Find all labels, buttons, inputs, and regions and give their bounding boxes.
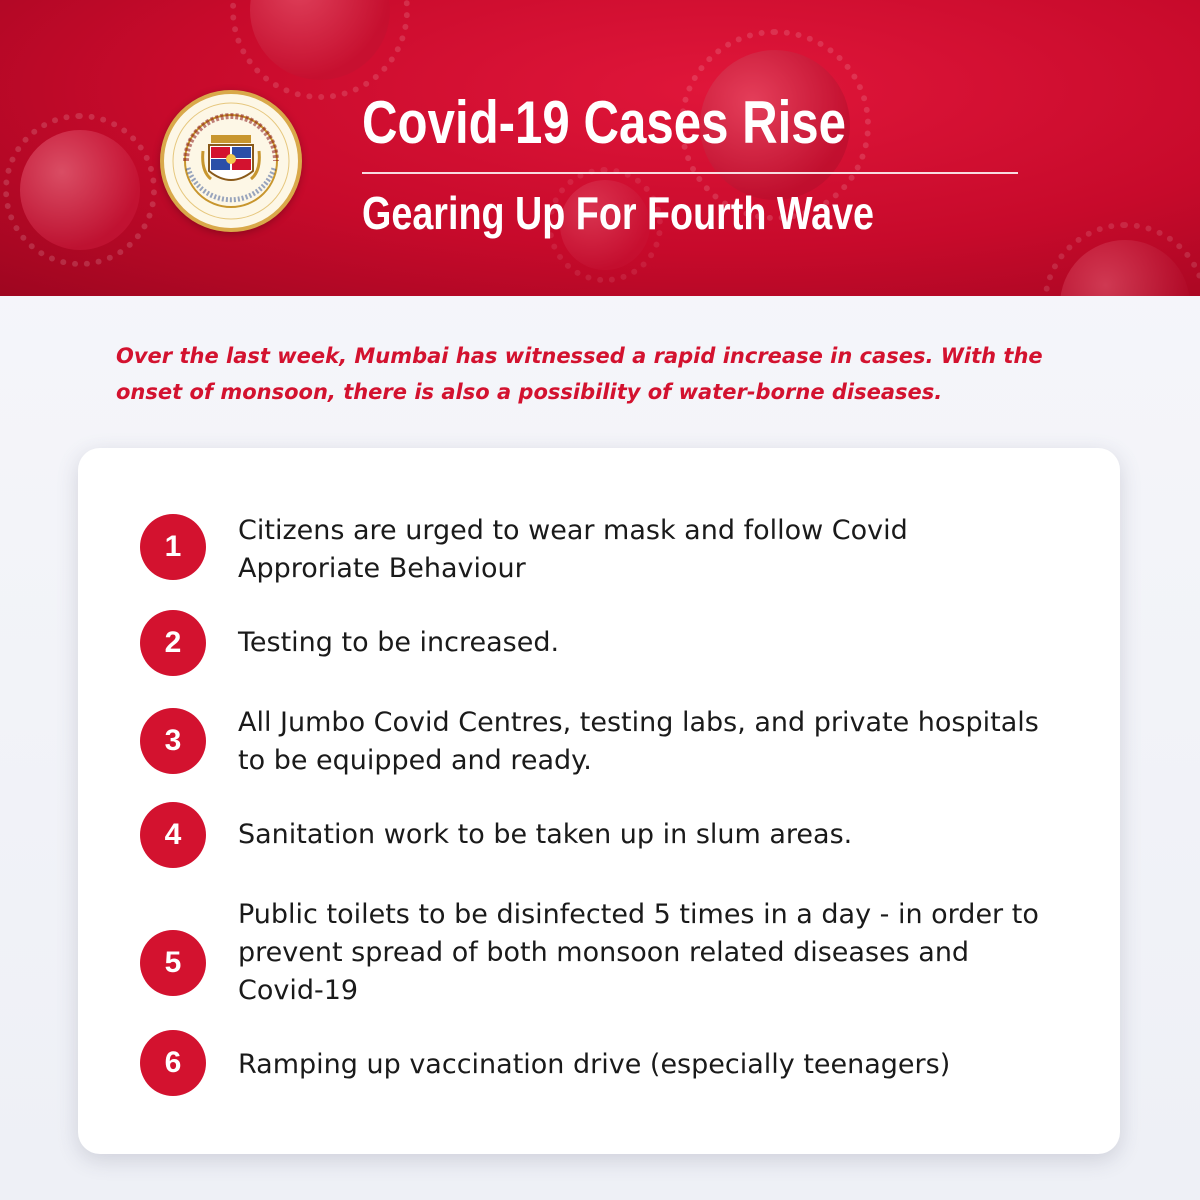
number-badge: 1 (140, 514, 206, 580)
page-title: Covid-19 Cases Rise (362, 89, 847, 156)
bmc-logo (160, 90, 302, 232)
title-divider (362, 172, 1018, 174)
number-badge: 2 (140, 610, 206, 676)
measures-card (78, 448, 1120, 1154)
emblem-icon (201, 131, 261, 191)
page-subtitle: Gearing Up For Fourth Wave (362, 187, 875, 239)
list-item-text: All Jumbo Covid Centres, testing labs, and private hospitals to be equipped and ready. (238, 707, 1039, 776)
virus-graphic (1060, 240, 1190, 296)
virus-graphic (20, 130, 140, 250)
list-item-text: Sanitation work to be taken up in slum areas. (238, 819, 853, 850)
number-badge: 3 (140, 708, 206, 774)
number-badge: 4 (140, 802, 206, 868)
list-item-text: Ramping up vaccination drive (especially teenagers) (238, 1049, 951, 1080)
list-item-text: Citizens are urged to wear mask and follow Covid Approriate Behaviour (238, 515, 908, 584)
virus-graphic (250, 0, 390, 80)
list-item-text: Public toilets to be disinfected 5 times in a day - in order to prevent spread of both monsoon related diseases and Covid-19 (238, 899, 1039, 1006)
list-item-text: Testing to be increased. (238, 627, 560, 658)
number-badge: 5 (140, 930, 206, 996)
header-banner (0, 0, 1200, 296)
number-badge: 6 (140, 1030, 206, 1096)
intro-text: Over the last week, Mumbai has witnessed a rapid increase in cases. With the onset of monsoon, there is also a possibility of water-borne diseases. (116, 344, 1043, 404)
